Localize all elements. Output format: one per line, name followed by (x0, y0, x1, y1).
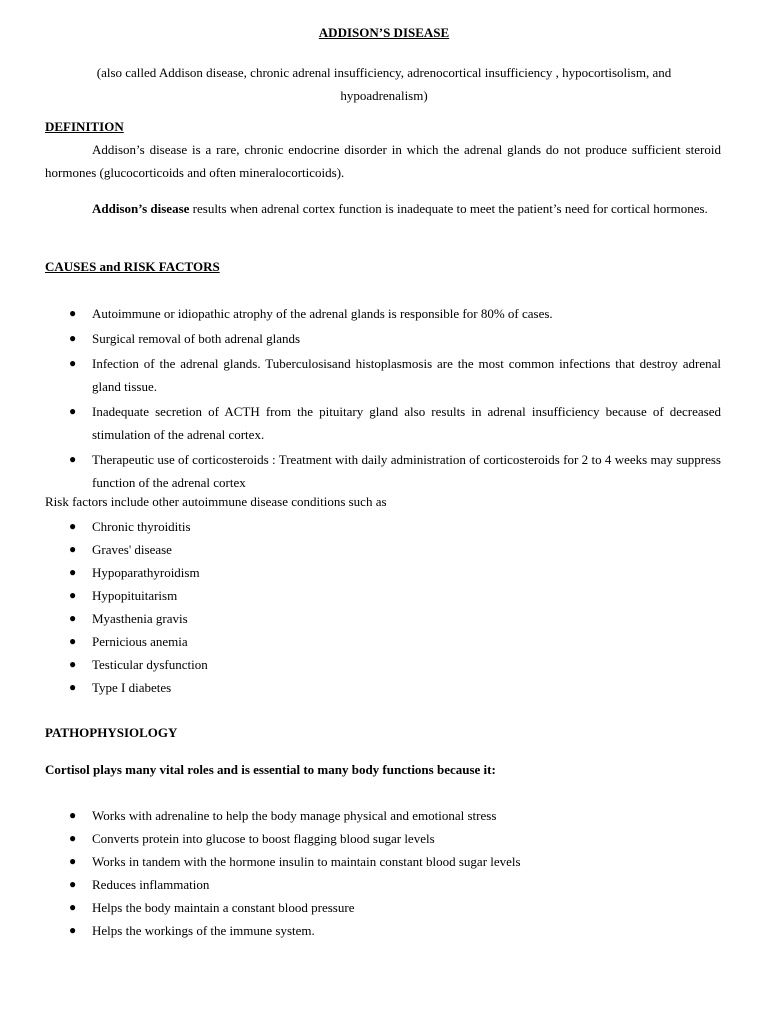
causes-heading: CAUSES and RISK FACTORS (45, 259, 220, 274)
list-item (45, 400, 721, 446)
risk-factors-list (45, 515, 721, 699)
list-item (45, 804, 721, 827)
list-item (45, 302, 721, 325)
list-item (45, 873, 721, 896)
bullet-icon: ● (69, 588, 77, 602)
definition-paragraph-2 (45, 197, 721, 220)
list-item (45, 538, 721, 561)
bullet-icon: ● (69, 452, 77, 466)
list-item (45, 676, 721, 699)
list-item-text: Testicular dysfunction (92, 657, 208, 672)
list-item-text: Infection of the adrenal glands. Tuberculosisand histoplasmosis are the most common infections that destroy adrenal gland tissue. (92, 356, 721, 394)
list-item-text: Helps the body maintain a constant blood pressure (92, 900, 355, 915)
list-item-text: Type I diabetes (92, 680, 172, 695)
bullet-icon: ● (69, 923, 77, 937)
definition-paragraph: Addison’s disease is a rare, chronic endocrine disorder in which the adrenal glands do not produce sufficient steroid hormones (glucocorticoids and often mineralocorticoids). (45, 142, 721, 180)
bullet-icon: ● (69, 854, 77, 868)
list-item-text: Helps the workings of the immune system. (92, 923, 315, 938)
pathophysiology-heading: PATHOPHYSIOLOGY (45, 725, 178, 740)
list-item-text: Chronic thyroiditis (92, 519, 191, 534)
list-item-text: Works with adrenaline to help the body manage physical and emotional stress (92, 808, 497, 823)
bullet-icon: ● (69, 356, 77, 370)
list-item-text: Therapeutic use of corticosteroids : Treatment with daily administration of corticosteroids for 2 to 4 weeks may suppress function of the adrenal cortex (92, 452, 721, 490)
page-title: ADDISON’S DISEASE (318, 25, 450, 40)
definition-paragraph-2-text: results when adrenal cortex function is inadequate to meet the patient’s need for cortical hormones. (189, 201, 708, 216)
cortisol-roles-list (45, 804, 721, 942)
causes-list (45, 302, 721, 494)
list-item (45, 653, 721, 676)
list-item-text: Graves' disease (92, 542, 172, 557)
list-item (45, 352, 721, 398)
list-item-text: Pernicious anemia (92, 634, 188, 649)
list-item (45, 607, 721, 630)
definition-term: Addison’s disease (92, 201, 190, 216)
bullet-icon: ● (69, 900, 77, 914)
bullet-icon: ● (69, 542, 77, 556)
definition-heading: DEFINITION (45, 119, 124, 134)
bullet-icon: ● (69, 611, 77, 625)
list-item-text: Works in tandem with the hormone insulin to maintain constant blood sugar levels (92, 854, 521, 869)
list-item-text: Hypopituitarism (92, 588, 178, 603)
list-item-text: Hypoparathyroidism (92, 565, 200, 580)
bullet-icon: ● (69, 808, 77, 822)
list-item (45, 850, 721, 873)
list-item (45, 584, 721, 607)
risk-factors-intro: Risk factors include other autoimmune disease conditions such as (45, 494, 387, 509)
list-item-text: Reduces inflammation (92, 877, 210, 892)
list-item (45, 448, 721, 494)
bullet-icon: ● (69, 634, 77, 648)
bullet-icon: ● (69, 331, 77, 345)
list-item (45, 630, 721, 653)
list-item-text: Converts protein into glucose to boost flagging blood sugar levels (92, 831, 435, 846)
bullet-icon: ● (69, 306, 77, 320)
bullet-icon: ● (69, 565, 77, 579)
list-item-text: Autoimmune or idiopathic atrophy of the adrenal glands is responsible for 80% of cases. (92, 306, 553, 321)
bullet-icon: ● (69, 831, 77, 845)
list-item (45, 896, 721, 919)
list-item (45, 561, 721, 584)
bullet-icon: ● (69, 657, 77, 671)
list-item-text: Myasthenia gravis (92, 611, 188, 626)
list-item (45, 515, 721, 538)
list-item (45, 919, 721, 942)
page-subtitle: (also called Addison disease, chronic adrenal insufficiency, adrenocortical insufficiency , hypocortisolism, and hypoadrenalism) (96, 65, 672, 103)
bullet-icon: ● (69, 680, 77, 694)
list-item-text: Surgical removal of both adrenal glands (92, 331, 301, 346)
list-item (45, 327, 721, 350)
bullet-icon: ● (69, 519, 77, 533)
bullet-icon: ● (69, 404, 77, 418)
pathophysiology-lead: Cortisol plays many vital roles and is essential to many body functions because it: (45, 762, 496, 777)
list-item-text: Inadequate secretion of ACTH from the pituitary gland also results in adrenal insufficiency because of decreased stimulation of the adrenal cortex. (92, 404, 721, 442)
bullet-icon: ● (69, 877, 77, 891)
list-item (45, 827, 721, 850)
